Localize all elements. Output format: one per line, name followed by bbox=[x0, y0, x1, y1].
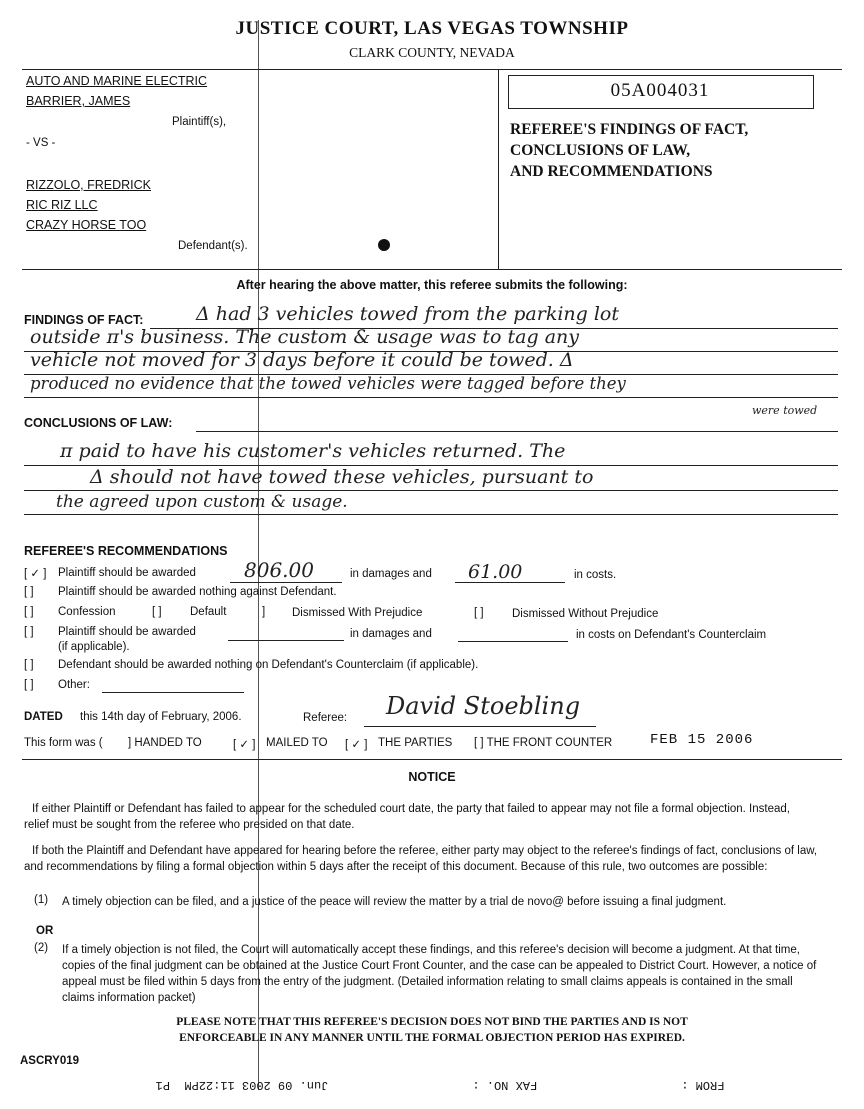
conclusions-label: CONCLUSIONS OF LAW: bbox=[24, 416, 173, 430]
conclusions-line-0 bbox=[196, 431, 838, 432]
form-id: ASCRY019 bbox=[20, 1055, 80, 1067]
doc-title-1: REFEREE'S FINDINGS OF FACT, bbox=[510, 121, 749, 138]
rec4-text-a: Plaintiff should be awarded bbox=[58, 626, 196, 638]
findings-hand-2: outside π's business. The custom & usage was to tag any bbox=[30, 326, 579, 348]
referee-label: Referee: bbox=[303, 712, 348, 724]
notice-footer-2: ENFORCEABLE IN ANY MANNER UNTIL THE FORMAL OBJECTION PERIOD HAS EXPIRED. bbox=[179, 1032, 685, 1044]
rec1-checkbox[interactable]: [ ✓ ] bbox=[24, 568, 47, 580]
conclusions-line-2 bbox=[24, 490, 838, 491]
scan-artifact-line bbox=[258, 20, 259, 1090]
parties-rule bbox=[22, 269, 842, 270]
header-rule bbox=[22, 69, 842, 70]
rec4-costs-line bbox=[458, 641, 568, 642]
findings-hand-3: vehicle not moved for 3 days before it could be towed. Δ bbox=[30, 349, 574, 371]
rec6-other: Other: bbox=[58, 679, 90, 691]
recommendations-label: REFEREE'S RECOMMENDATIONS bbox=[24, 544, 228, 558]
rec5-checkbox[interactable]: [ ] bbox=[24, 659, 34, 671]
rec1-text-b: in damages and bbox=[350, 568, 432, 580]
court-title: JUSTICE COURT, LAS VEGAS TOWNSHIP bbox=[235, 18, 629, 39]
notice-rule bbox=[22, 759, 842, 760]
form-was-e: [ ] THE FRONT COUNTER bbox=[474, 737, 613, 749]
rec1-amount: 806.00 bbox=[244, 558, 314, 582]
rec4-checkbox[interactable]: [ ] bbox=[24, 626, 34, 638]
plaintiff-label: Plaintiff(s), bbox=[172, 116, 227, 128]
dated-text: this 14th day of February, 2006. bbox=[80, 711, 242, 723]
filed-date-stamp: FEB 15 2006 bbox=[650, 732, 754, 748]
rec3-confession: Confession bbox=[58, 606, 116, 618]
conclusions-hand-3: the agreed upon custom & usage. bbox=[56, 492, 348, 512]
rec1-text-a: Plaintiff should be awarded bbox=[58, 567, 196, 579]
defendant-1: RIZZOLO, FREDRICK bbox=[26, 178, 152, 192]
defendant-label: Defendant(s). bbox=[178, 240, 248, 252]
dated-label: DATED bbox=[24, 711, 63, 723]
county-title: CLARK COUNTY, NEVADA bbox=[349, 45, 515, 60]
notice-paragraph-2: If both the Plaintiff and Defendant have appeared for hearing before the referee, either party may object to the referee's findings of fact, conclusions of law, and recommendations by filing a formal objection within 5 days after the receipt of this document. Because of this rule, two outcomes are possible: bbox=[24, 845, 818, 873]
rec3-dwp-checkbox[interactable]: ] bbox=[262, 606, 266, 618]
doc-title-3: AND RECOMMENDATIONS bbox=[510, 163, 713, 180]
form-was-mailed-check[interactable]: [ ✓ ] bbox=[233, 739, 256, 751]
form-was-d: THE PARTIES bbox=[378, 737, 453, 749]
notice-title: NOTICE bbox=[408, 770, 456, 784]
findings-hand-4: produced no evidence that the towed vehicles were tagged before they bbox=[30, 374, 626, 393]
referee-signature: David Stoebling bbox=[386, 692, 581, 720]
conclusions-hand-1: π paid to have his customer's vehicles returned. The bbox=[60, 440, 566, 462]
findings-label: FINDINGS OF FACT: bbox=[24, 313, 144, 327]
doc-title-2: CONCLUSIONS OF LAW, bbox=[510, 142, 691, 159]
rec6-other-line bbox=[102, 692, 244, 693]
findings-hand-extra: were towed bbox=[752, 404, 818, 417]
rec3-dwop: Dismissed Without Prejudice bbox=[512, 608, 659, 620]
rec5-text: Defendant should be awarded nothing on Defendant's Counterclaim (if applicable). bbox=[58, 659, 479, 671]
rec4-text-b: in damages and bbox=[350, 628, 432, 640]
rec4-text-c: in costs on Defendant's Counterclaim bbox=[576, 629, 767, 641]
rec4-text-d: (if applicable). bbox=[58, 641, 130, 653]
rec6-checkbox[interactable]: [ ] bbox=[24, 679, 34, 691]
plaintiff-2: BARRIER, JAMES bbox=[26, 94, 131, 108]
defendant-2: RIC RIZ LLC bbox=[26, 198, 98, 212]
outcome-1-number: (1) bbox=[34, 894, 49, 906]
form-was-b: ] HANDED TO bbox=[128, 737, 202, 749]
intro-text: After hearing the above matter, this referee submits the following: bbox=[236, 278, 628, 292]
conclusions-line-3 bbox=[24, 514, 838, 515]
plaintiff-1: AUTO AND MARINE ELECTRIC bbox=[26, 74, 208, 88]
rec2-checkbox[interactable]: [ ] bbox=[24, 586, 34, 598]
findings-line-4 bbox=[24, 397, 838, 398]
rec1-text-c: in costs. bbox=[574, 569, 617, 581]
vs-label: - VS - bbox=[26, 137, 56, 149]
referee-signature-line bbox=[364, 726, 596, 727]
outcome-2-number: (2) bbox=[34, 942, 49, 954]
rec3-checkbox[interactable]: [ ] bbox=[24, 606, 34, 618]
defendant-3: CRAZY HORSE TOO bbox=[26, 218, 147, 232]
notice-footer-1: PLEASE NOTE THAT THIS REFEREE'S DECISION DOES NOT BIND THE PARTIES AND IS NOT bbox=[176, 1016, 688, 1028]
rec1-amount-line bbox=[230, 582, 342, 583]
conclusions-hand-2: Δ should not have towed these vehicles, pursuant to bbox=[90, 466, 594, 488]
rec1-costs: 61.00 bbox=[468, 561, 523, 583]
rec3-default-checkbox[interactable]: [ ] bbox=[152, 606, 162, 618]
outcome-1-text: A timely objection can be filed, and a justice of the peace will review the matter by a trial de novo@ before issuing a final judgment. bbox=[62, 896, 727, 908]
punch-hole-dot bbox=[378, 239, 390, 251]
or-label: OR bbox=[36, 925, 54, 937]
rec3-dwop-checkbox[interactable]: [ ] bbox=[474, 607, 484, 619]
rec3-default: Default bbox=[190, 606, 227, 618]
findings-hand-1: Δ had 3 vehicles towed from the parking lot bbox=[196, 303, 620, 325]
rec2-text: Plaintiff should be awarded nothing against Defendant. bbox=[58, 586, 337, 598]
fax-header-line: FROM : FAX NO. : Jun. 09 2003 11:22PM P1 bbox=[155, 1078, 725, 1092]
party-divider bbox=[498, 69, 499, 269]
rec4-amount-line bbox=[228, 640, 344, 641]
form-was-c: MAILED TO bbox=[266, 737, 328, 749]
notice-paragraph-1: If either Plaintiff or Defendant has failed to appear for the scheduled court date, the party that failed to appear may not file a formal objection. Instead, relief must be sought from the referee who presided on that date. bbox=[24, 803, 790, 831]
outcome-2-text: If a timely objection is not filed, the Court will automatically accept these findings, and this referee's decision will become a judgment. At that time, copies of the final judgment can be obtained at the Justice Court Front Counter, and the case can be appealed to District Court. However, a notice of appeal must be filed within 5 days from the entry of the judgment. (Detailed information relating to small claims appeals is contained in the small claims information packet) bbox=[62, 944, 817, 1004]
case-number: 05A004031 bbox=[610, 80, 710, 101]
rec3-dwp: Dismissed With Prejudice bbox=[292, 607, 423, 619]
form-was-a: This form was ( bbox=[24, 737, 103, 749]
form-was-parties-check[interactable]: [ ✓ ] bbox=[345, 739, 368, 751]
